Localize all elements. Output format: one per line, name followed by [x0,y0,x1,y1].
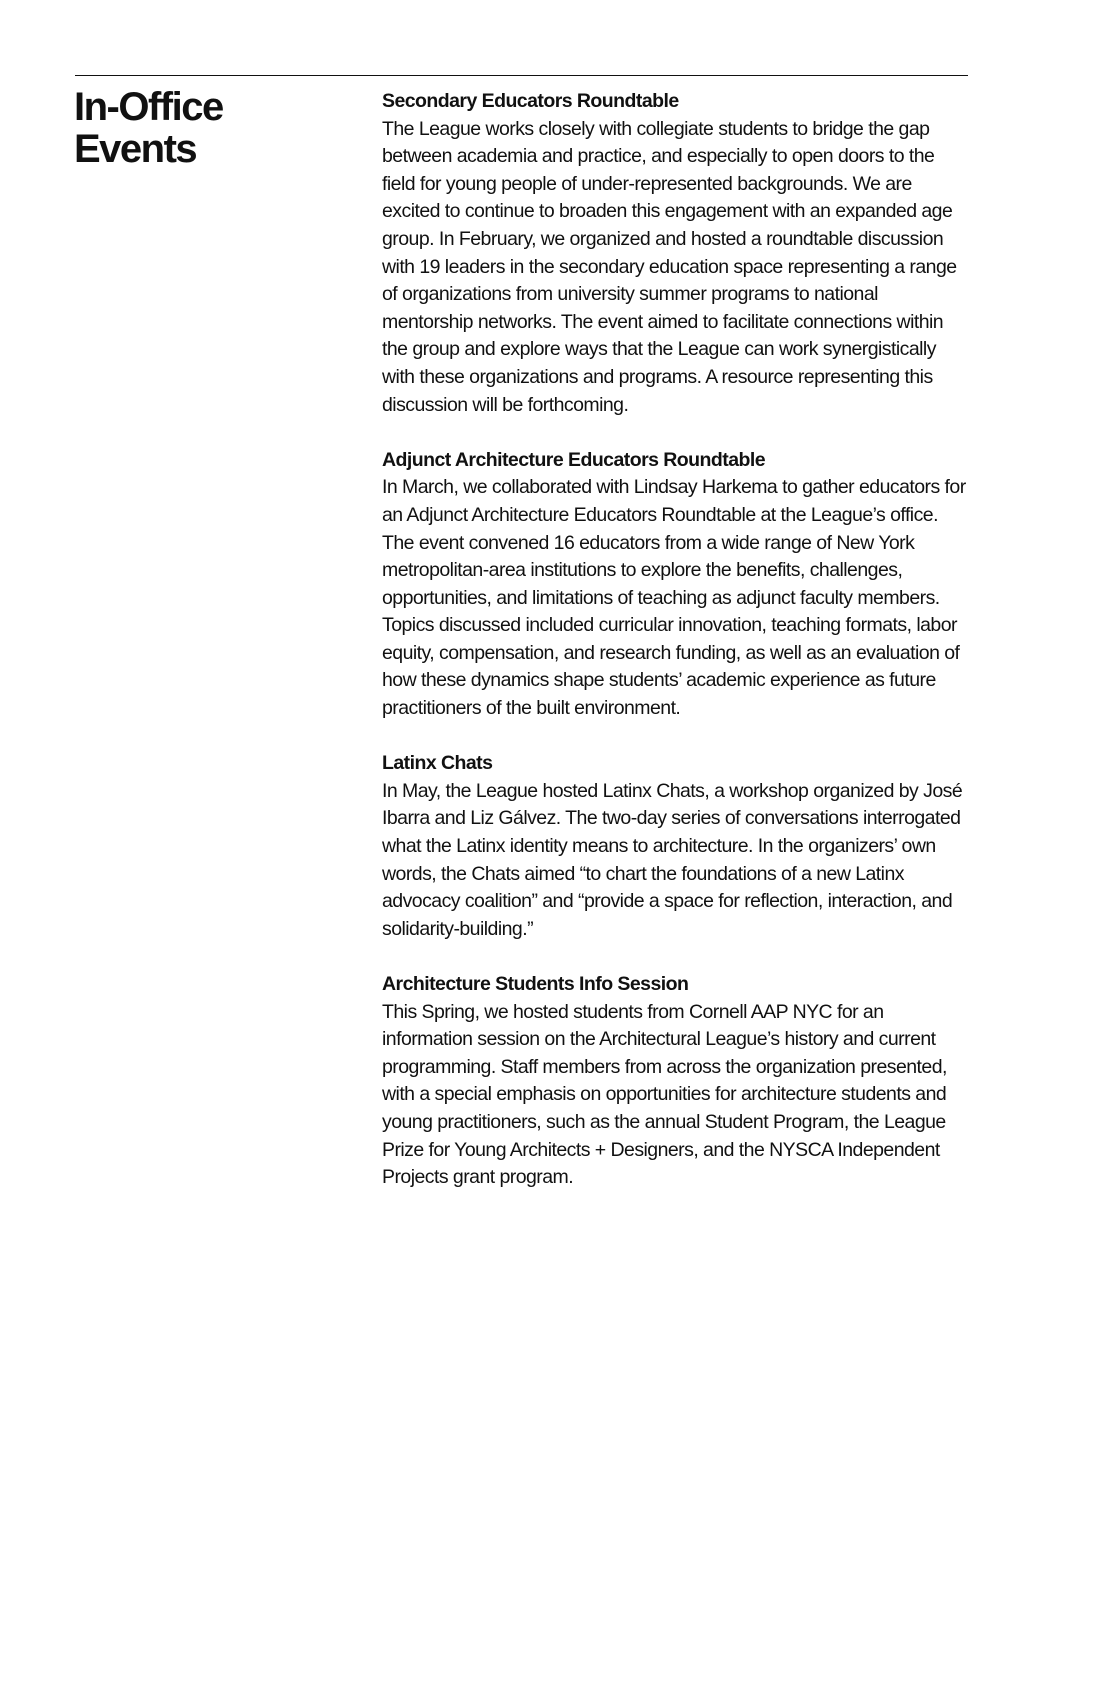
section-heading: Secondary Educators Roundtable [382,90,679,112]
event-section-students-info-session [382,971,972,1192]
section-heading: Latinx Chats [382,752,493,775]
events-list [382,88,972,1219]
event-section-latinx-chats [382,750,972,943]
section-body: This Spring, we hosted students from Cornell AAP NYC for an information session on the Architectural League’s history and current programming. Staff members from across the organization presented, with a special emphasis on opportunities for architecture students and young practitioners, such as the annual Student Program, the League Prize for Young Architects + Designers, and the NYSCA Independent Projects grant program. [382,1000,947,1189]
event-section-adjunct-educators [382,447,972,723]
event-section-secondary-educators [382,88,972,419]
section-heading: Adjunct Architecture Educators Roundtable [382,448,766,471]
section-body: The League works closely with collegiate students to bridge the gap between academia and practice, and especially to open doors to the field for young people of under-represented backgrounds. We are excited to continue to broaden this engagement with an expanded age group. In February, we organized and hosted a roundtable discussion with 19 leaders in the secondary education space representing a range of organizations from university summer programs to national mentorship networks. The event aimed to facilitate connections within the group and explore ways that the League can work synergistically with these organizations and programs. A resource representing this discussion will be forthcoming. [382,117,957,416]
page-title-line-1: In-Office [74,85,223,129]
top-rule [75,75,968,76]
section-body: In March, we collaborated with Lindsay Harkema to gather educators for an Adjunct Architecture Educators Roundtable at the League’s office. The event convened 16 educators from a wide range of New York metropolitan-area institutions to explore the benefits, challenges, opportunities, and limitations of teaching as adjunct faculty members. Topics discussed included curricular innovation, teaching formats, labor equity, compensation, and research funding, as well as an evaluation of how these dynamics shape students’ academic experience as future practitioners of the built environment. [382,476,966,720]
section-heading: Architecture Students Info Session [382,973,689,995]
page-title-line-2: Events [74,127,197,171]
section-body: In May, the League hosted Latinx Chats, a workshop organized by José Ibarra and Liz Gálvez. The two-day series of conversations interrogated what the Latinx identity means to architecture. In the organizers’ own words, the Chats aimed “to chart the foundations of a new Latinx advocacy coalition” and “provide a space for reflection, interaction, and solidarity-building.” [382,779,963,940]
page-title [74,86,334,170]
